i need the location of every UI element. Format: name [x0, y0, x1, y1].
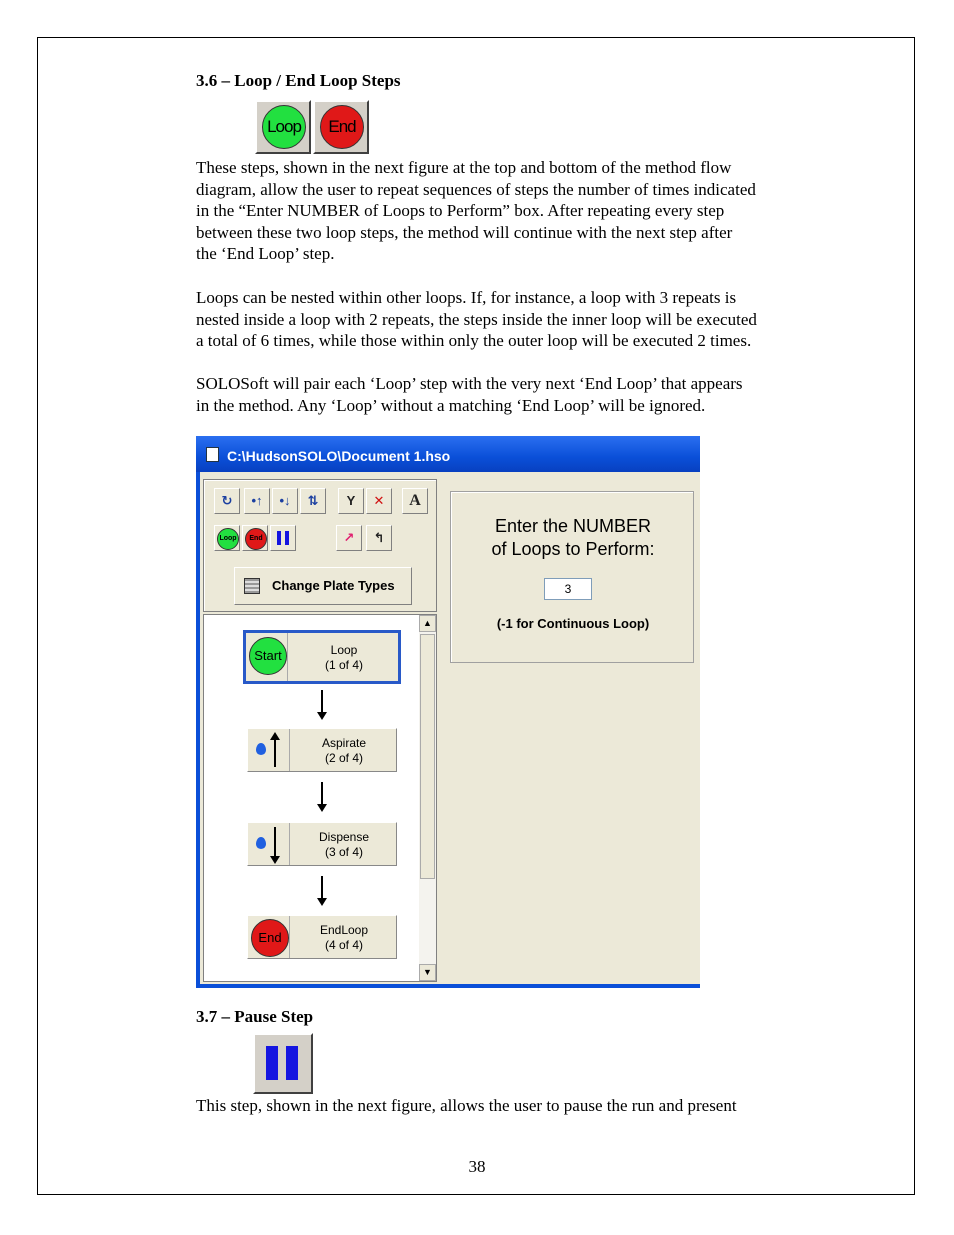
continuous-loop-hint: (-1 for Continuous Loop)	[496, 616, 650, 631]
window-border	[196, 472, 200, 988]
paragraph-2	[196, 287, 836, 352]
loop-prompt-line: Enter the NUMBER	[494, 516, 652, 536]
dispense-icon	[248, 823, 290, 865]
mix-button[interactable]: ⇅	[300, 488, 326, 514]
paragraph-3	[196, 373, 836, 416]
text-button[interactable]: A	[402, 488, 428, 514]
scroll-up-arrow-icon[interactable]: ▲	[419, 615, 436, 632]
plate-icon	[244, 578, 260, 594]
dispense-button[interactable]: •↓	[272, 488, 298, 514]
step-label	[292, 923, 396, 953]
droplet-icon	[256, 837, 266, 849]
title-bar[interactable]	[196, 436, 700, 472]
vertical-scrollbar[interactable]	[419, 615, 436, 981]
arrow-head	[270, 856, 280, 864]
page-number: 38	[468, 1157, 486, 1176]
paragraph-2-line: a total of 6 times, while those within only the outer loop will be executed 2 times.	[196, 331, 752, 350]
step-label	[292, 736, 396, 766]
step-name: Dispense	[318, 830, 370, 844]
window-title: C:\HudsonSOLO\Document 1.hso	[227, 448, 451, 464]
scroll-thumb[interactable]	[420, 634, 435, 879]
end-icon: End	[245, 528, 267, 550]
pause-icon	[285, 531, 289, 545]
paragraph-3-line: in the method. Any ‘Loop’ without a matching ‘End Loop’ will be ignored.	[196, 395, 706, 415]
loop-prompt-line: of Loops to Perform:	[491, 539, 655, 559]
down-arrow-icon	[274, 827, 276, 859]
start-icon: Start	[249, 637, 287, 675]
step-label	[292, 830, 396, 860]
step-position: (3 of 4)	[324, 845, 363, 859]
arrow-head	[270, 732, 280, 740]
flow-arrow-icon	[321, 782, 323, 810]
change-plate-types-button[interactable]	[234, 567, 412, 605]
loop-end-icon-group	[253, 100, 369, 154]
paragraph-3-line: SOLOSoft will pair each ‘Loop’ step with the very next ‘End Loop’ that appears	[196, 374, 743, 393]
end-circle-icon: End	[251, 919, 289, 957]
loop-toolbar-button[interactable]	[214, 525, 240, 551]
flow-step-loop[interactable]	[243, 630, 401, 684]
step-name: Aspirate	[321, 736, 367, 750]
end-step-icon	[313, 100, 369, 154]
paragraph-2-line: nested inside a loop with 2 repeats, the steps inside the inner loop will be executed	[196, 309, 757, 329]
paragraph-1-line: These steps, shown in the next figure at the top and bottom of the method flow	[196, 158, 732, 177]
flow-step-aspirate[interactable]	[247, 728, 397, 772]
aspirate-icon	[248, 729, 290, 771]
move-plate-button[interactable]: ↰	[366, 525, 392, 551]
paragraph-pause	[196, 1095, 836, 1117]
pause-bar	[286, 1046, 298, 1080]
toolbar-panel	[203, 479, 437, 612]
scroll-down-arrow-icon[interactable]: ▼	[419, 964, 436, 981]
window-border	[196, 984, 700, 988]
paragraph-1-line: the ‘End Loop’ step.	[196, 244, 335, 263]
pause-toolbar-button[interactable]	[270, 525, 296, 551]
pause-step-icon	[253, 1033, 313, 1094]
flow-arrow-icon	[321, 690, 323, 718]
loop-count-input[interactable]	[544, 578, 592, 600]
step-icon	[246, 633, 288, 681]
end-label: End	[320, 105, 364, 149]
flow-step-dispense[interactable]	[247, 822, 397, 866]
get-tips-button[interactable]: Y	[338, 488, 364, 514]
paragraph-1	[196, 157, 836, 265]
step-name: Loop	[330, 643, 358, 657]
step-icon	[248, 916, 290, 958]
step-label	[290, 643, 398, 673]
home-step-button[interactable]: ↻	[214, 488, 240, 514]
paragraph-1-line: diagram, allow the user to repeat sequences of steps the number of times indicated	[196, 179, 756, 199]
pause-icon	[277, 531, 281, 545]
section-heading-3-6: 3.6 – Loop / End Loop Steps	[196, 71, 401, 90]
app-window	[196, 436, 700, 988]
loop-label: Loop	[262, 105, 306, 149]
loop-step-icon	[255, 100, 311, 154]
end-toolbar-button[interactable]	[242, 525, 268, 551]
paragraph-1-line: between these two loop steps, the method will continue with the next step after	[196, 222, 733, 242]
step-name: EndLoop	[319, 923, 369, 937]
step-position: (2 of 4)	[324, 751, 363, 765]
method-flow-panel[interactable]	[203, 614, 437, 982]
document-icon	[206, 447, 219, 462]
paragraph-2-line: Loops can be nested within other loops. If, for instance, a loop with 3 repeats is	[196, 288, 737, 307]
droplet-icon	[256, 743, 266, 755]
change-plate-label: Change Plate Types	[272, 578, 395, 593]
shuck-tips-button[interactable]: ✕	[366, 488, 392, 514]
flow-arrow-icon	[321, 876, 323, 904]
pause-bar	[266, 1046, 278, 1080]
move-arm-button[interactable]: ↗	[336, 525, 362, 551]
flow-step-endloop[interactable]	[247, 915, 397, 959]
paragraph-1-line: in the “Enter NUMBER of Loops to Perform” box. After repeating every step	[196, 201, 725, 220]
loop-count-label	[451, 515, 695, 561]
aspirate-button[interactable]: •↑	[244, 488, 270, 514]
loop-settings-panel	[450, 491, 694, 663]
paragraph-pause-line: This step, shown in the next figure, allows the user to pause the run and present	[196, 1096, 737, 1115]
section-heading-3-7: 3.7 – Pause Step	[196, 1007, 314, 1026]
loop-icon: Loop	[217, 528, 239, 550]
step-position: (1 of 4)	[324, 658, 363, 672]
step-position: (4 of 4)	[324, 938, 363, 952]
